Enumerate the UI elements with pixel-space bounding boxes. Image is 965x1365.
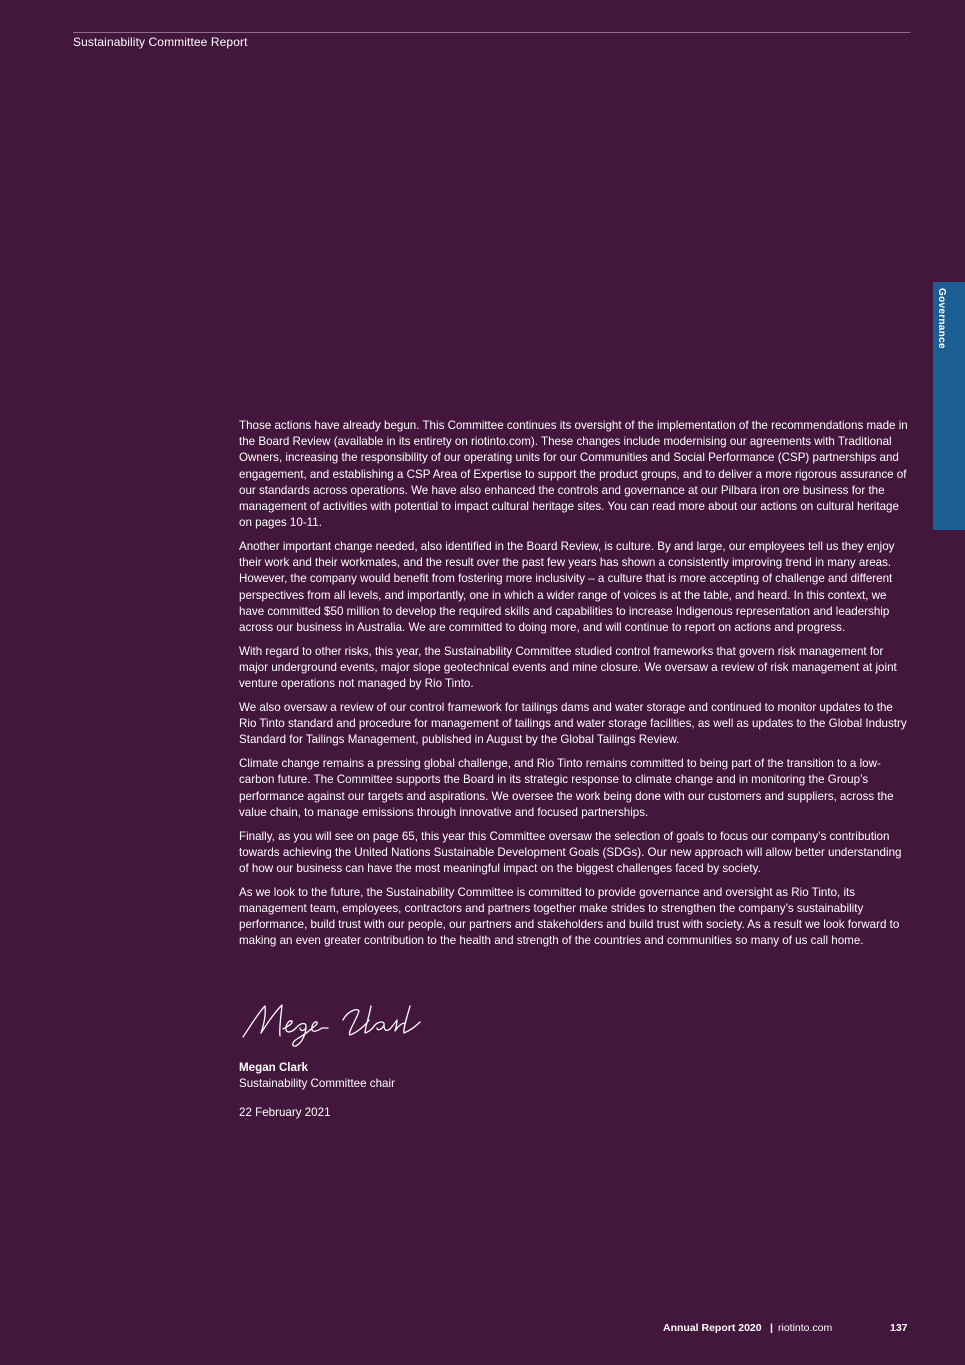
body-paragraph: Those actions have already begun. This Committee continues its oversight of the implementation of the recommendations made in the Board Review (available in its entirety on riotinto.com). These changes include modernising our agreements with Traditional Owners, increasing the responsibility of our operating units for our Communities and Social Performance (CSP) partnerships and engagement, and establishing a CSP Area of Expertise to support the product groups, and to deliver a more rigorous assurance of our standards across operations. We have also enhanced the controls and governance at our Pilbara iron ore business for the management of activities with potential to impact cultural heritage sites. You can read more about our actions on cultural heritage on pages 10-11.	[239, 419, 908, 530]
footer-separator: |	[770, 1322, 773, 1334]
body-paragraph: We also oversaw a review of our control framework for tailings dams and water storage and continued to monitor updates to the Rio Tinto standard and procedure for management of tailings and water storage facilities, as well as updates to the Global Industry Standard for Tailings Management, published in August by the Global Tailings Review.	[239, 701, 907, 747]
page-section-title: Sustainability Committee Report	[73, 35, 248, 49]
header-divider	[73, 32, 910, 33]
report-body	[239, 418, 913, 957]
section-tab-governance[interactable]	[933, 282, 965, 530]
footer-site-link[interactable]: riotinto.com	[778, 1322, 833, 1334]
signatory-name: Megan Clark	[239, 1061, 308, 1074]
body-paragraph: Climate change remains a pressing global challenge, and Rio Tinto remains committed to being part of the transition to a low-carbon future. The Committee supports the Board in its strategic response to climate change and in monitoring the Group’s performance against our targets and aspirations. We oversee the work being done with our customers and suppliers, across the value chain, to manage emissions through innovative and focused partnerships.	[239, 757, 894, 819]
page-number: 137	[890, 1322, 908, 1334]
signature-image	[239, 1000, 429, 1048]
body-paragraph: As we look to the future, the Sustainability Committee is committed to provide governance and oversight as Rio Tinto, its management team, employees, contractors and partners together make strides to strengthen the company’s sustainability performance, build trust with our people, our partners and stakeholders and build trust with society. As a result we look forward to making an even greater contribution to the health and strength of the countries and communities so many of us call home.	[239, 885, 900, 948]
page-footer	[0, 1322, 965, 1338]
body-paragraph: Another important change needed, also identified in the Board Review, is culture. By and large, our employees tell us they enjoy their work and their workmates, and the result over the past few years has shown a consistently improving trend in many areas. However, the company would benefit from fostering more inclusivity – a culture that is more accepting of challenge and different perspectives from all levels, and importantly, one in which a wider range of voices is at the table, and heard. In this context, we have committed $50 million to develop the required skills and capabilities to increase Indigenous representation and leadership across our business in Australia. We are committed to doing more, and will continue to report on actions and progress.	[239, 540, 895, 635]
body-paragraph: Finally, as you will see on page 65, this year this Committee oversaw the selection of goals to focus our company’s contribution towards achieving the United Nations Sustainable Development Goals (SDGs). Our new approach will allow better understanding of how our business can have the most meaningful impact on the biggest challenges faced by society.	[239, 829, 902, 876]
section-tab-label: Governance	[936, 288, 947, 349]
signatory-block	[239, 1060, 395, 1092]
signatory-role: Sustainability Committee chair	[239, 1077, 395, 1091]
footer-report-title: Annual Report 2020	[663, 1322, 762, 1334]
signature-date: 22 February 2021	[239, 1106, 331, 1119]
body-paragraph: With regard to other risks, this year, the Sustainability Committee studied control frameworks that govern risk management for major underground events, major slope geotechnical events and mine closure. We oversaw a review of risk management at joint venture operations not managed by Rio Tinto.	[239, 644, 897, 691]
